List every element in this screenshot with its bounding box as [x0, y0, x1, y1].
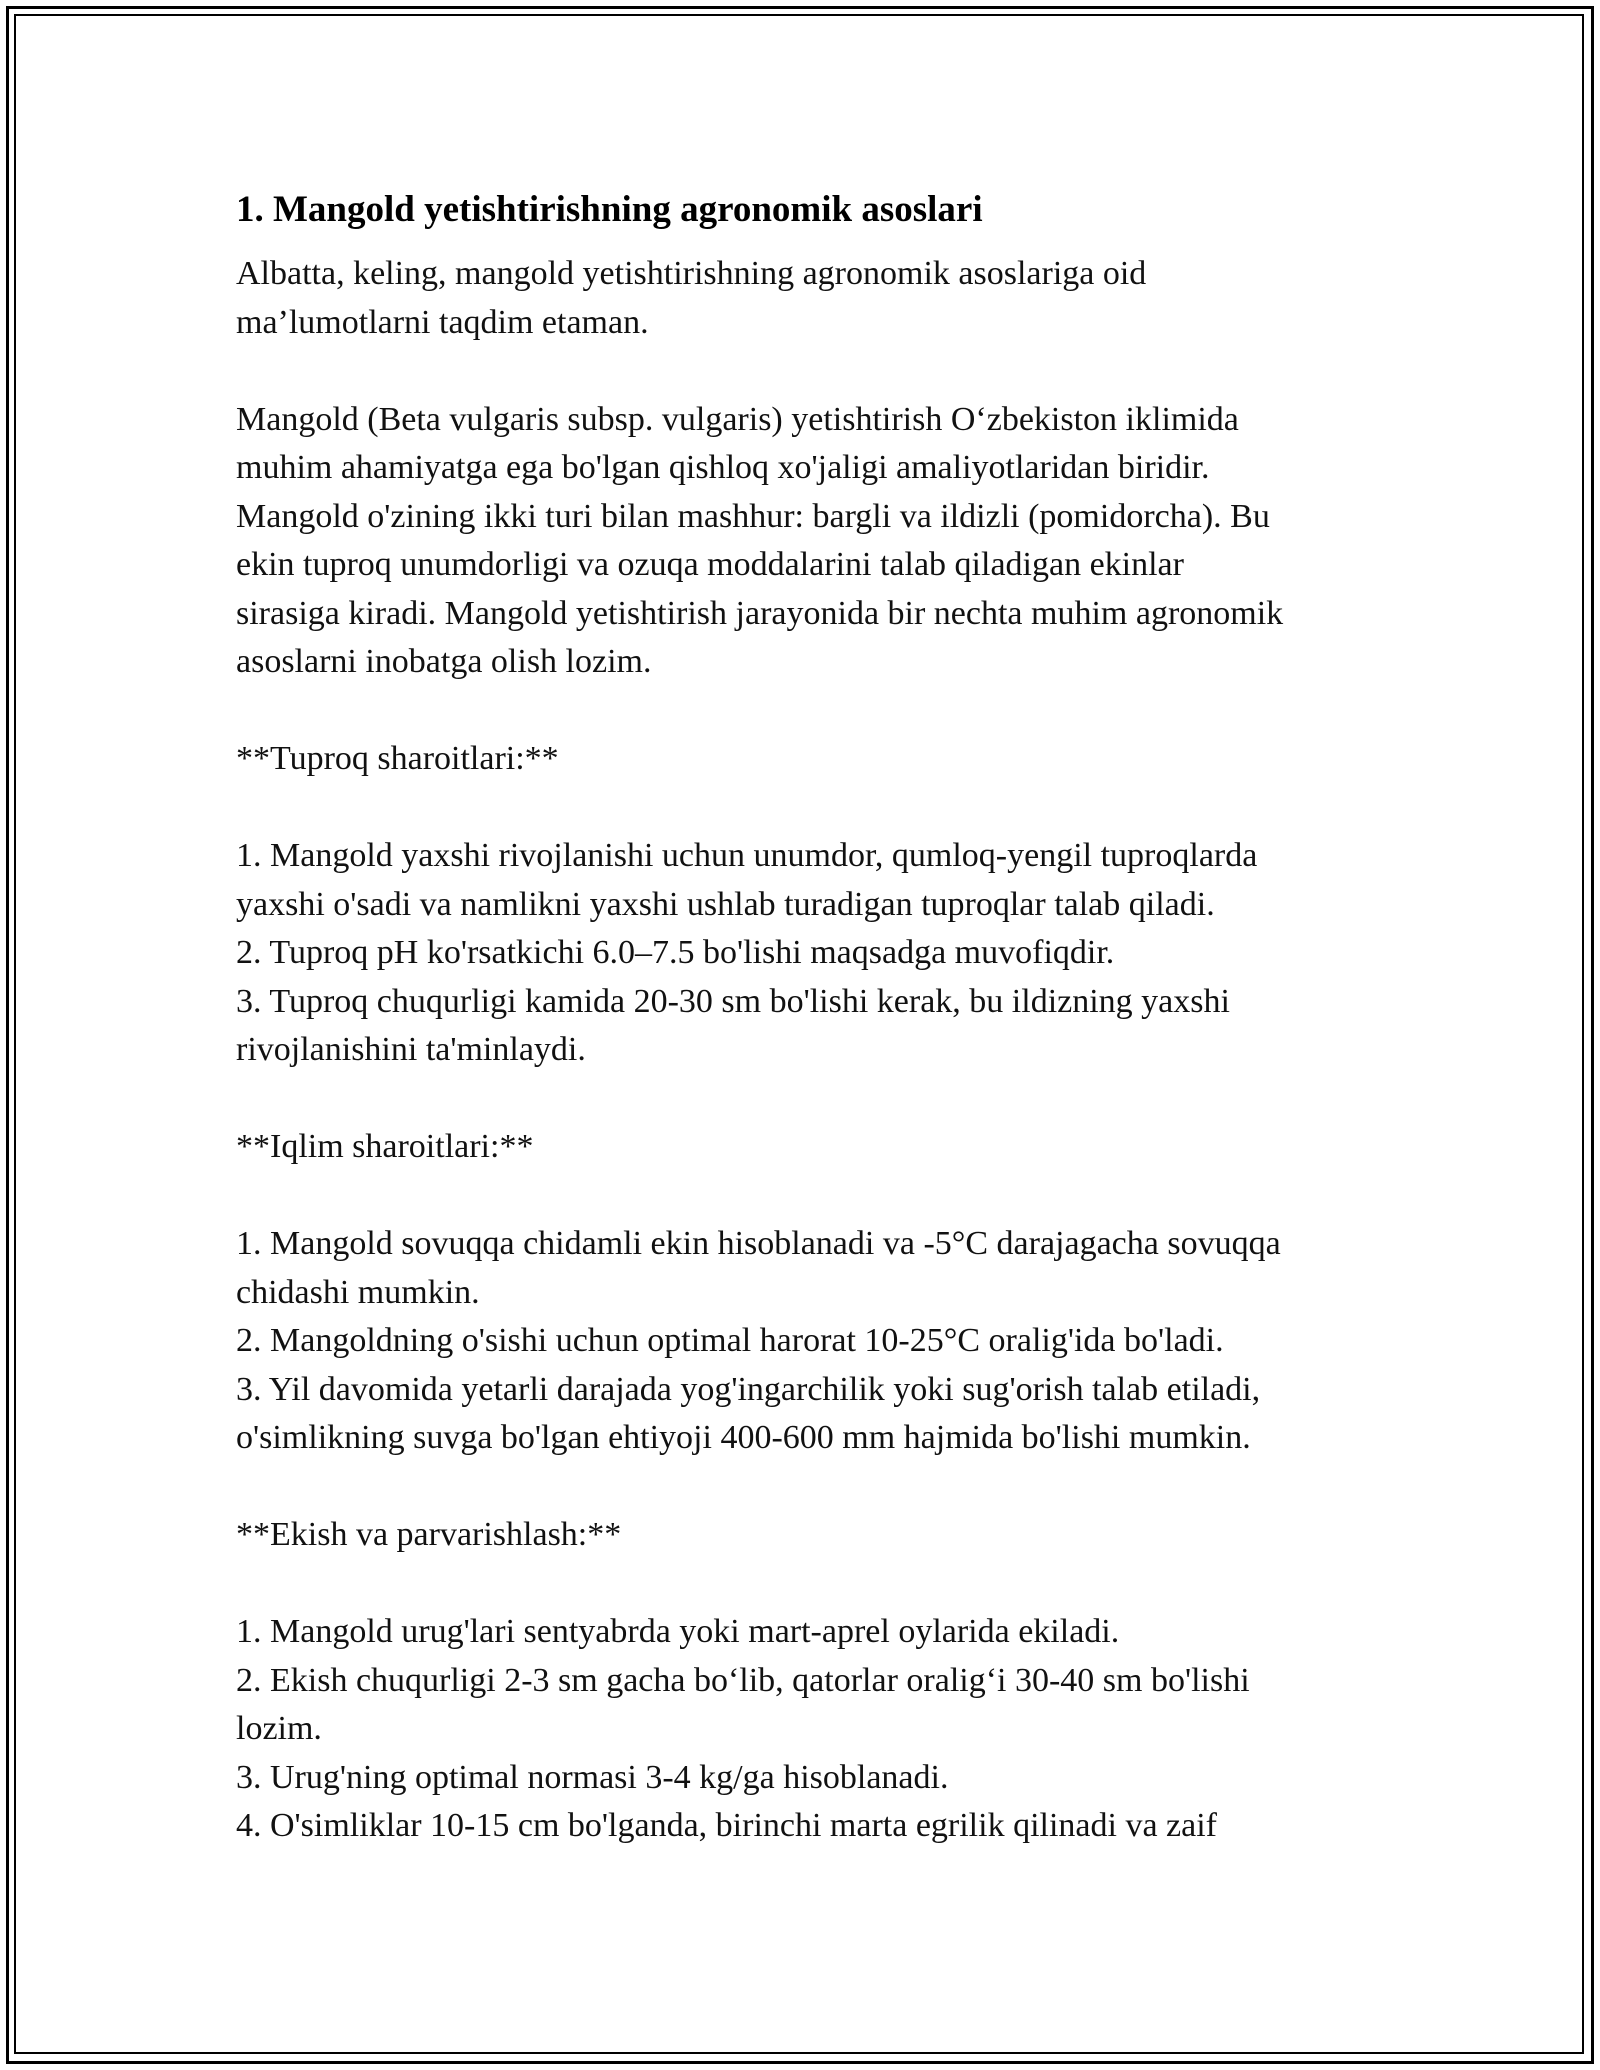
- paragraph-line: asoslarni inobatga olish lozim.: [236, 643, 652, 680]
- list-item-line: o'simlikning suvga bo'lgan ehtiyoji 400-600 mm hajmida bo'lishi mumkin.: [236, 1419, 1251, 1456]
- list-item-line: 3. Yil davomida yetarli darajada yog'ingarchilik yoki sug'orish talab etiladi,: [236, 1370, 1261, 1408]
- section-heading-soil: **Tuproq sharoitlari:**: [236, 740, 559, 777]
- list-item-line: 2. Ekish chuqurligi 2-3 sm gacha bo‘lib, qatorlar oralig‘i 30-40 sm bo'lishi: [236, 1661, 1250, 1699]
- list-item-line: 1. Mangold urug'lari sentyabrda yoki mart-aprel oylarida ekiladi.: [236, 1613, 1120, 1650]
- paragraph-line: ekin tuproq unumdorligi va ozuqa moddalarini talab qiladigan ekinlar: [236, 546, 1184, 583]
- paragraph-gap: [236, 1172, 1386, 1221]
- list-item-line: 4. O'simliklar 10-15 cm bo'lganda, birinchi marta egrilik qilinadi va zaif: [236, 1807, 1217, 1844]
- list-item-line: rivojlanishini ta'minlaydi.: [236, 1031, 586, 1068]
- paragraph-line: sirasiga kiradi. Mangold yetishtirish jarayonida bir nechta muhim agronomik: [236, 594, 1284, 632]
- paragraph-line: Mangold (Beta vulgaris subsp. vulgaris) yetishtirish O‘zbekiston iklimida: [236, 400, 1239, 438]
- list-item-line: 3. Urug'ning optimal normasi 3-4 kg/ga hisoblanadi.: [236, 1758, 949, 1796]
- paragraph-gap: [236, 1463, 1386, 1512]
- paragraph-gap: [236, 687, 1386, 736]
- climate-list: [236, 1220, 1386, 1463]
- description-paragraph: [236, 396, 1386, 687]
- list-item-line: 2. Tuproq pH ko'rsatkichi 6.0–7.5 bo'lishi maqsadga muvofiqdir.: [236, 934, 1115, 971]
- document-body: [236, 186, 1386, 1851]
- list-item-line: 1. Mangold sovuqqa chidamli ekin hisoblanadi va -5°C darajagacha sovuqqa: [236, 1225, 1281, 1262]
- planting-list: [236, 1608, 1386, 1851]
- document-title: 1. Mangold yetishtirishning agronomik asoslari: [236, 189, 983, 230]
- paragraph-line: muhim ahamiyatga ega bo'lgan qishloq xo'jaligi amaliyotlaridan biridir.: [236, 449, 1210, 486]
- paragraph-line: Mangold o'zining ikki turi bilan mashhur: bargli va ildizli (pomidorcha). Bu: [236, 497, 1270, 535]
- intro-paragraph: [236, 250, 1386, 347]
- list-item-line: 3. Tuproq chuqurligi kamida 20-30 sm bo'lishi kerak, bu ildizning yaxshi: [236, 982, 1230, 1020]
- paragraph-gap: [236, 1560, 1386, 1609]
- soil-list: [236, 832, 1386, 1075]
- section-heading-climate: **Iqlim sharoitlari:**: [236, 1128, 534, 1165]
- paragraph-gap: [236, 347, 1386, 396]
- list-item-line: lozim.: [236, 1710, 322, 1747]
- paragraph-gap: [236, 1075, 1386, 1124]
- intro-line: ma’lumotlarni taqdim etaman.: [236, 303, 649, 341]
- list-item-line: 2. Mangoldning o'sishi uchun optimal harorat 10-25°C oralig'ida bo'ladi.: [236, 1322, 1224, 1359]
- list-item-line: 1. Mangold yaxshi rivojlanishi uchun unumdor, qumloq-yengil tuproqlarda: [236, 837, 1258, 874]
- section-heading-planting: **Ekish va parvarishlash:**: [236, 1516, 622, 1553]
- list-item-line: chidashi mumkin.: [236, 1273, 480, 1311]
- paragraph-gap: [236, 784, 1386, 833]
- intro-line: Albatta, keling, mangold yetishtirishning agronomik asoslariga oid: [236, 255, 1147, 292]
- list-item-line: yaxshi o'sadi va namlikni yaxshi ushlab turadigan tuproqlar talab qiladi.: [236, 885, 1215, 923]
